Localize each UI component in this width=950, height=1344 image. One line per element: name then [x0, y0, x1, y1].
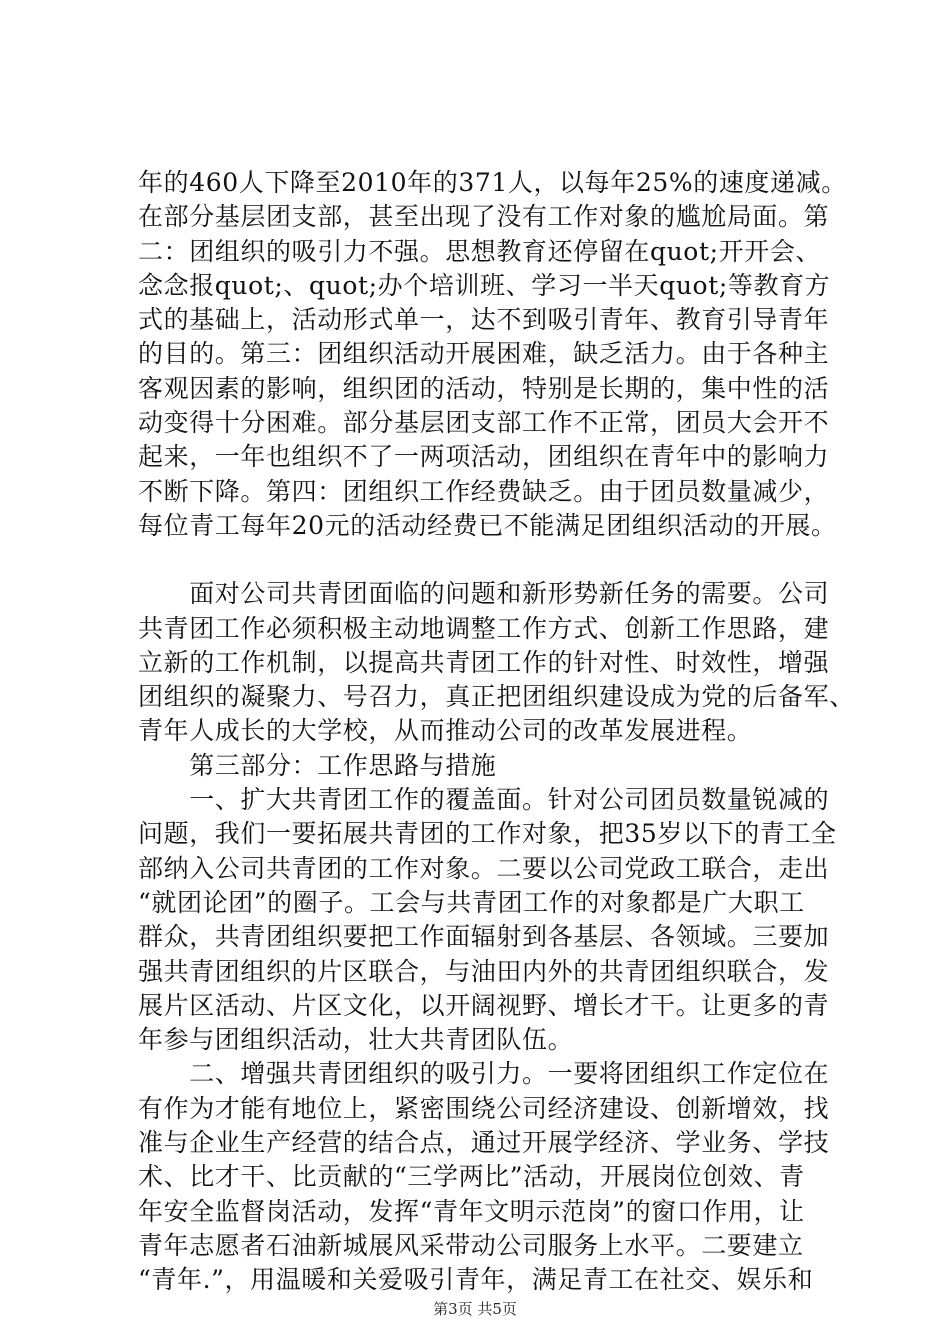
text-line: 每位青工每年20元的活动经费已不能满足团组织活动的开展。: [138, 510, 837, 540]
section-heading: 第三部分：工作思路与措施: [138, 750, 497, 780]
text-line: 立新的工作机制，以提高共青团工作的针对性、时效性，增强: [138, 647, 830, 677]
page-number-footer: 第3页 共5页: [433, 1300, 517, 1318]
text-line: 准与企业生产经营的结合点，通过开展学经济、学业务、学技: [138, 1128, 830, 1158]
text-line: 强共青团组织的片区联合，与油田内外的共青团组织联合，发: [138, 956, 830, 986]
paragraph-4: [138, 1057, 838, 1297]
text-line: 年安全监督岗活动，发挥“青年文明示范岗”的窗口作用，让: [138, 1196, 805, 1226]
text-line: 年的460人下降至2010年的371人，以每年25%的速度递减。: [138, 168, 847, 197]
paragraph-3: [138, 783, 838, 1057]
document-body: [138, 166, 855, 1298]
paragraph-1: [138, 166, 847, 543]
text-line: 展片区活动、片区文化，以开阔视野、增长才干。让更多的青: [138, 990, 830, 1020]
text-line: 问题，我们一要拓展共青团的工作对象，把35岁以下的青工全: [138, 819, 837, 849]
text-line: 的目的。第三：团组织活动开展困难，缺乏活力。由于各种主: [138, 339, 830, 369]
text-line: 青年志愿者石油新城展风采带动公司服务上水平。二要建立: [138, 1230, 804, 1260]
text-line: 有作为才能有地位上，紧密围绕公司经济建设、创新增效，找: [138, 1093, 830, 1123]
text-line: 念念报quot;、quot;办个培训班、学习一半天quot;等教育方: [138, 270, 831, 300]
text-line: 二：团组织的吸引力不强。思想教育还停留在quot;开开会、: [138, 236, 822, 266]
text-line: 一、扩大共青团工作的覆盖面。针对公司团员数量锐减的: [138, 785, 830, 815]
text-line: 团组织的凝聚力、号召力，真正把团组织建设成为党的后备军、: [138, 682, 855, 712]
text-line: “青年.”，用温暖和关爱吸引青年，满足青工在社交、娱乐和: [138, 1265, 814, 1295]
text-line: 起来，一年也组织不了一两项活动，团组织在青年中的影响力: [138, 442, 830, 472]
text-line: 在部分基层团支部，甚至出现了没有工作对象的尴尬局面。第: [138, 202, 830, 232]
text-line: 动变得十分困难。部分基层团支部工作不正常，团员大会开不: [138, 408, 830, 438]
text-line: 式的基础上，活动形式单一，达不到吸引青年、教育引导青年: [138, 305, 830, 335]
text-line: 部纳入公司共青团的工作对象。二要以公司党政工联合，走出: [138, 853, 830, 883]
text-line: 共青团工作必须积极主动地调整工作方式、创新工作思路，建: [138, 613, 830, 643]
text-line: 术、比才干、比贡献的“三学两比”活动，开展岗位创效、青: [138, 1162, 805, 1192]
text-line: 不断下降。第四：团组织工作经费缺乏。由于团员数量减少，: [138, 476, 830, 506]
paragraph-spacer: [138, 543, 838, 577]
text-line: 青年人成长的大学校，从而推动公司的改革发展进程。: [138, 716, 753, 746]
text-line: 面对公司共青团面临的问题和新形势新任务的需要。公司: [138, 579, 830, 609]
text-line: 群众，共青团组织要把工作面辐射到各基层、各领域。三要加: [138, 922, 830, 952]
text-line: 客观因素的影响，组织团的活动，特别是长期的，集中性的活: [138, 373, 830, 403]
text-line: “就团论团”的圈子。工会与共青团工作的对象都是广大职工: [138, 887, 805, 917]
text-line: 年参与团组织活动，壮大共青团队伍。: [138, 1025, 574, 1055]
paragraph-2: [138, 577, 855, 748]
text-line: 二、增强共青团组织的吸引力。一要将团组织工作定位在: [138, 1059, 830, 1089]
